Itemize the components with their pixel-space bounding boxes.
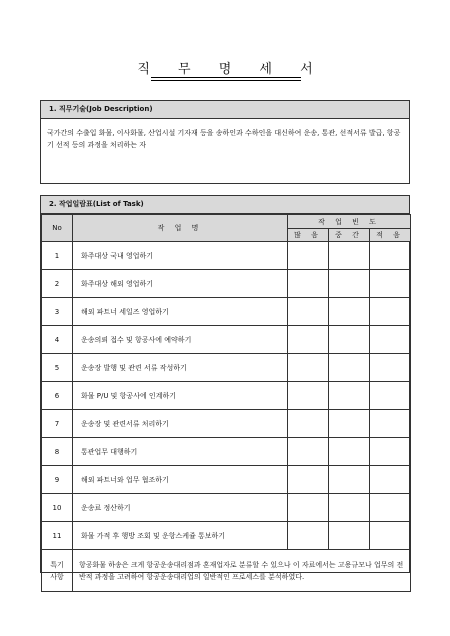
freq-low-cell[interactable] — [370, 466, 411, 494]
task-number: 3 — [42, 298, 73, 326]
freq-low-cell[interactable] — [370, 242, 411, 270]
table-row — [42, 242, 411, 270]
freq-low-cell[interactable] — [370, 298, 411, 326]
task-list-heading: 2. 작업일람표(List of Task) — [41, 196, 409, 214]
freq-mid-cell[interactable] — [329, 382, 370, 410]
freq-low-cell[interactable] — [370, 410, 411, 438]
header-task-name: 작 업 명 — [73, 215, 288, 242]
task-name: 운송장 및 관련서류 처리하기 — [73, 410, 288, 438]
task-number: 5 — [42, 354, 73, 382]
freq-high-cell[interactable] — [288, 522, 329, 550]
task-name: 화물 P/U 및 항공사에 인계하기 — [73, 382, 288, 410]
table-row — [42, 494, 411, 522]
task-name: 운송장 발행 및 관련 서류 작성하기 — [73, 354, 288, 382]
table-row — [42, 326, 411, 354]
task-name: 화주대상 해외 영업하기 — [73, 270, 288, 298]
freq-high-cell[interactable] — [288, 298, 329, 326]
header-freq-high: 많 음 — [288, 229, 329, 242]
task-table — [41, 214, 411, 592]
freq-high-cell[interactable] — [288, 354, 329, 382]
header-freq-low: 적 음 — [370, 229, 411, 242]
job-description-text: 국가간의 수출입 화물, 이사화물, 산업시설 기자재 등을 송하인과 수하인을 대신하여 운송, 통관, 선적서류 발급, 항공기 선적 등의 과정을 처리하는 자 — [47, 129, 401, 149]
table-row — [42, 522, 411, 550]
freq-low-cell[interactable] — [370, 354, 411, 382]
task-rows — [42, 242, 411, 550]
header-no: No — [42, 215, 73, 242]
header-freq-mid: 중 간 — [329, 229, 370, 242]
table-row — [42, 270, 411, 298]
freq-low-cell[interactable] — [370, 270, 411, 298]
freq-high-cell[interactable] — [288, 242, 329, 270]
table-header-row — [42, 215, 411, 229]
note-text: 항공화물 하송은 크게 항공운송대리점과 혼재업자로 분류할 수 있으나 이 자료에서는 고용규모나 업무의 전반적 과정을 고려하여 항공운송대리업의 일반적인 프로세스를 분석하였다. — [73, 550, 411, 592]
task-name: 화물 가적 후 행방 조회 및 운항스케쥴 통보하기 — [73, 522, 288, 550]
freq-high-cell[interactable] — [288, 494, 329, 522]
title-underline — [151, 77, 301, 78]
task-name: 해외 파트너 세일즈 영업하기 — [73, 298, 288, 326]
freq-low-cell[interactable] — [370, 382, 411, 410]
freq-high-cell[interactable] — [288, 326, 329, 354]
freq-mid-cell[interactable] — [329, 354, 370, 382]
freq-low-cell[interactable] — [370, 326, 411, 354]
task-number: 6 — [42, 382, 73, 410]
task-name: 통관업무 대행하기 — [73, 438, 288, 466]
note-label — [42, 550, 73, 592]
freq-mid-cell[interactable] — [329, 466, 370, 494]
task-name: 화주대상 국내 영업하기 — [73, 242, 288, 270]
note-label-line1: 특기 — [50, 560, 64, 569]
table-row — [42, 410, 411, 438]
table-row — [42, 354, 411, 382]
freq-mid-cell[interactable] — [329, 270, 370, 298]
freq-low-cell[interactable] — [370, 522, 411, 550]
freq-mid-cell[interactable] — [329, 242, 370, 270]
task-number: 9 — [42, 466, 73, 494]
task-name: 해외 파트너와 업무 협조하기 — [73, 466, 288, 494]
task-number: 1 — [42, 242, 73, 270]
freq-mid-cell[interactable] — [329, 438, 370, 466]
freq-high-cell[interactable] — [288, 382, 329, 410]
table-row — [42, 298, 411, 326]
freq-low-cell[interactable] — [370, 438, 411, 466]
freq-high-cell[interactable] — [288, 438, 329, 466]
header-frequency: 작 업 빈 도 — [288, 215, 411, 229]
note-row — [42, 550, 411, 592]
job-description-section — [40, 100, 410, 184]
task-number: 10 — [42, 494, 73, 522]
freq-high-cell[interactable] — [288, 466, 329, 494]
freq-mid-cell[interactable] — [329, 298, 370, 326]
freq-mid-cell[interactable] — [329, 410, 370, 438]
freq-mid-cell[interactable] — [329, 494, 370, 522]
task-number: 7 — [42, 410, 73, 438]
task-number: 4 — [42, 326, 73, 354]
task-number: 8 — [42, 438, 73, 466]
title-underline-double — [151, 80, 301, 81]
document-title: 직 무 명 세 서 — [137, 62, 325, 77]
freq-mid-cell[interactable] — [329, 326, 370, 354]
table-row — [42, 382, 411, 410]
note-label-line2: 사항 — [50, 572, 64, 581]
task-name: 운송료 정산하기 — [73, 494, 288, 522]
freq-high-cell[interactable] — [288, 270, 329, 298]
task-list-section — [40, 195, 410, 581]
task-number: 11 — [42, 522, 73, 550]
table-row — [42, 466, 411, 494]
task-name: 운송의뢰 접수 및 항공사에 예약하기 — [73, 326, 288, 354]
table-row — [42, 438, 411, 466]
freq-mid-cell[interactable] — [329, 522, 370, 550]
task-number: 2 — [42, 270, 73, 298]
freq-high-cell[interactable] — [288, 410, 329, 438]
freq-low-cell[interactable] — [370, 494, 411, 522]
job-description-heading: 1. 직무기술(Job Description) — [41, 101, 409, 119]
